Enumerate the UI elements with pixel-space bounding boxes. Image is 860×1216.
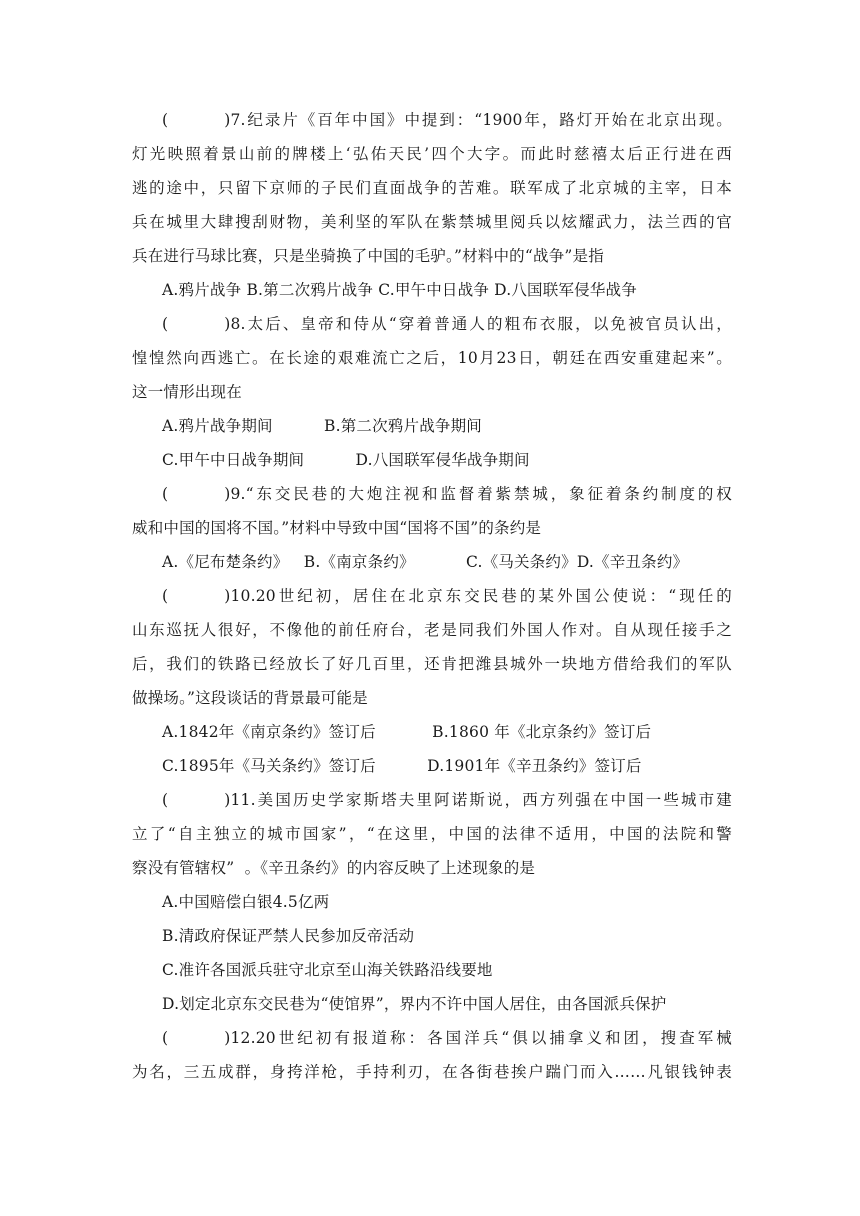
question-7-line-2: 逃的途中，只留下京师的子民们直面战争的苦难。联军成了北京城的主宰，日本 <box>132 179 732 197</box>
question-10-options-cd: C.1895年《马关条约》签订后 D.1901年《辛丑条约》签订后 <box>162 757 642 775</box>
answer-paren: ( <box>162 1029 169 1047</box>
question-7-line-3: 兵在城里大肆搜刮财物，美利坚的军队在紫禁城里阅兵以炫耀武力，法兰西的官 <box>132 213 732 231</box>
question-11-option-d: D.划定北京东交民巷为“使馆界”，界内不许中国人居住，由各国派兵保护 <box>162 995 667 1013</box>
question-10-options-ab: A.1842年《南京条约》签订后 B.1860 年《北京条约》签订后 <box>162 723 652 741</box>
question-8-text: )8.太后、皇帝和侍从“穿着普通人的粗布衣服，以免被官员认出， <box>224 315 732 333</box>
question-11-text: )11.美国历史学家斯塔夫里阿诺斯说，西方列强在中国一些城市建 <box>224 791 732 809</box>
question-8-line-1: 惶惶然向西逃亡。在长途的艰难流亡之后，10月23日，朝廷在西安重建起来”。 <box>132 349 732 367</box>
question-11-option-c: C.准许各国派兵驻守北京至山海关铁路沿线要地 <box>162 961 493 979</box>
question-10-text: )10.20世纪初，居住在北京东交民巷的某外国公使说：“现任的 <box>224 587 732 605</box>
question-11-option-b: B.清政府保证严禁人民参加反帝活动 <box>162 927 415 945</box>
answer-paren: ( <box>162 791 169 809</box>
question-7-line-4: 兵在进行马球比赛，只是坐骑换了中国的毛驴。”材料中的“战争”是指 <box>132 247 604 265</box>
question-7-lead <box>162 109 732 131</box>
question-7-line-1: 灯光映照着景山前的牌楼上‘弘佑天民’四个大字。而此时慈禧太后正行进在西 <box>132 145 732 163</box>
question-10-lead <box>162 585 732 607</box>
question-11-line-1: 立了“自主独立的城市国家”，“在这里，中国的法律不适用，中国的法院和警 <box>132 825 732 843</box>
question-9-lead <box>162 483 732 505</box>
question-11-lead <box>162 789 732 811</box>
question-11-line-2: 察没有管辖权” 。《辛丑条约》的内容反映了上述现象的是 <box>132 859 536 877</box>
question-12-line-1: 为名，三五成群，身挎洋枪，手持利刃，在各街巷挨户踹门而入……凡银钱钟表 <box>132 1063 732 1081</box>
question-10-line-3: 做操场。”这段谈话的背景最可能是 <box>132 689 368 707</box>
question-7-options: A.鸦片战争 B.第二次鸦片战争 C.甲午中日战争 D.八国联军侵华战争 <box>162 281 637 299</box>
answer-paren: ( <box>162 315 169 333</box>
question-12-lead <box>162 1027 732 1049</box>
question-10-line-2: 后，我们的铁路已经放长了好几百里，还肯把潍县城外一块地方借给我们的军队 <box>132 655 732 673</box>
question-9-line-1: 威和中国的国将不国。”材料中导致中国“国将不国”的条约是 <box>132 519 542 537</box>
answer-paren: ( <box>162 111 169 129</box>
question-7-text: )7.纪录片《百年中国》中提到：“1900年，路灯开始在北京出现。 <box>224 111 732 129</box>
question-9-text: )9.“东交民巷的大炮注视和监督着紫禁城，象征着条约制度的权 <box>224 485 732 503</box>
question-12-text: )12.20世纪初有报道称：各国洋兵“俱以捕拿义和团，搜查军械 <box>224 1029 732 1047</box>
question-8-options-ab: A.鸦片战争期间 B.第二次鸦片战争期间 <box>162 417 483 435</box>
answer-paren: ( <box>162 485 169 503</box>
question-8-line-2: 这一情形出现在 <box>132 383 242 401</box>
question-8-lead <box>162 313 732 335</box>
question-9-options: A.《尼布楚条约》 B.《南京条约》 C.《马关条约》D.《辛丑条约》 <box>162 553 689 571</box>
answer-paren: ( <box>162 587 169 605</box>
question-10-line-1: 山东巡抚人很好，不像他的前任府台，老是同我们外国人作对。自从现任接手之 <box>132 621 732 639</box>
question-11-option-a: A.中国赔偿白银4.5亿两 <box>162 893 330 911</box>
question-8-options-cd: C.甲午中日战争期间 D.八国联军侵华战争期间 <box>162 451 530 469</box>
